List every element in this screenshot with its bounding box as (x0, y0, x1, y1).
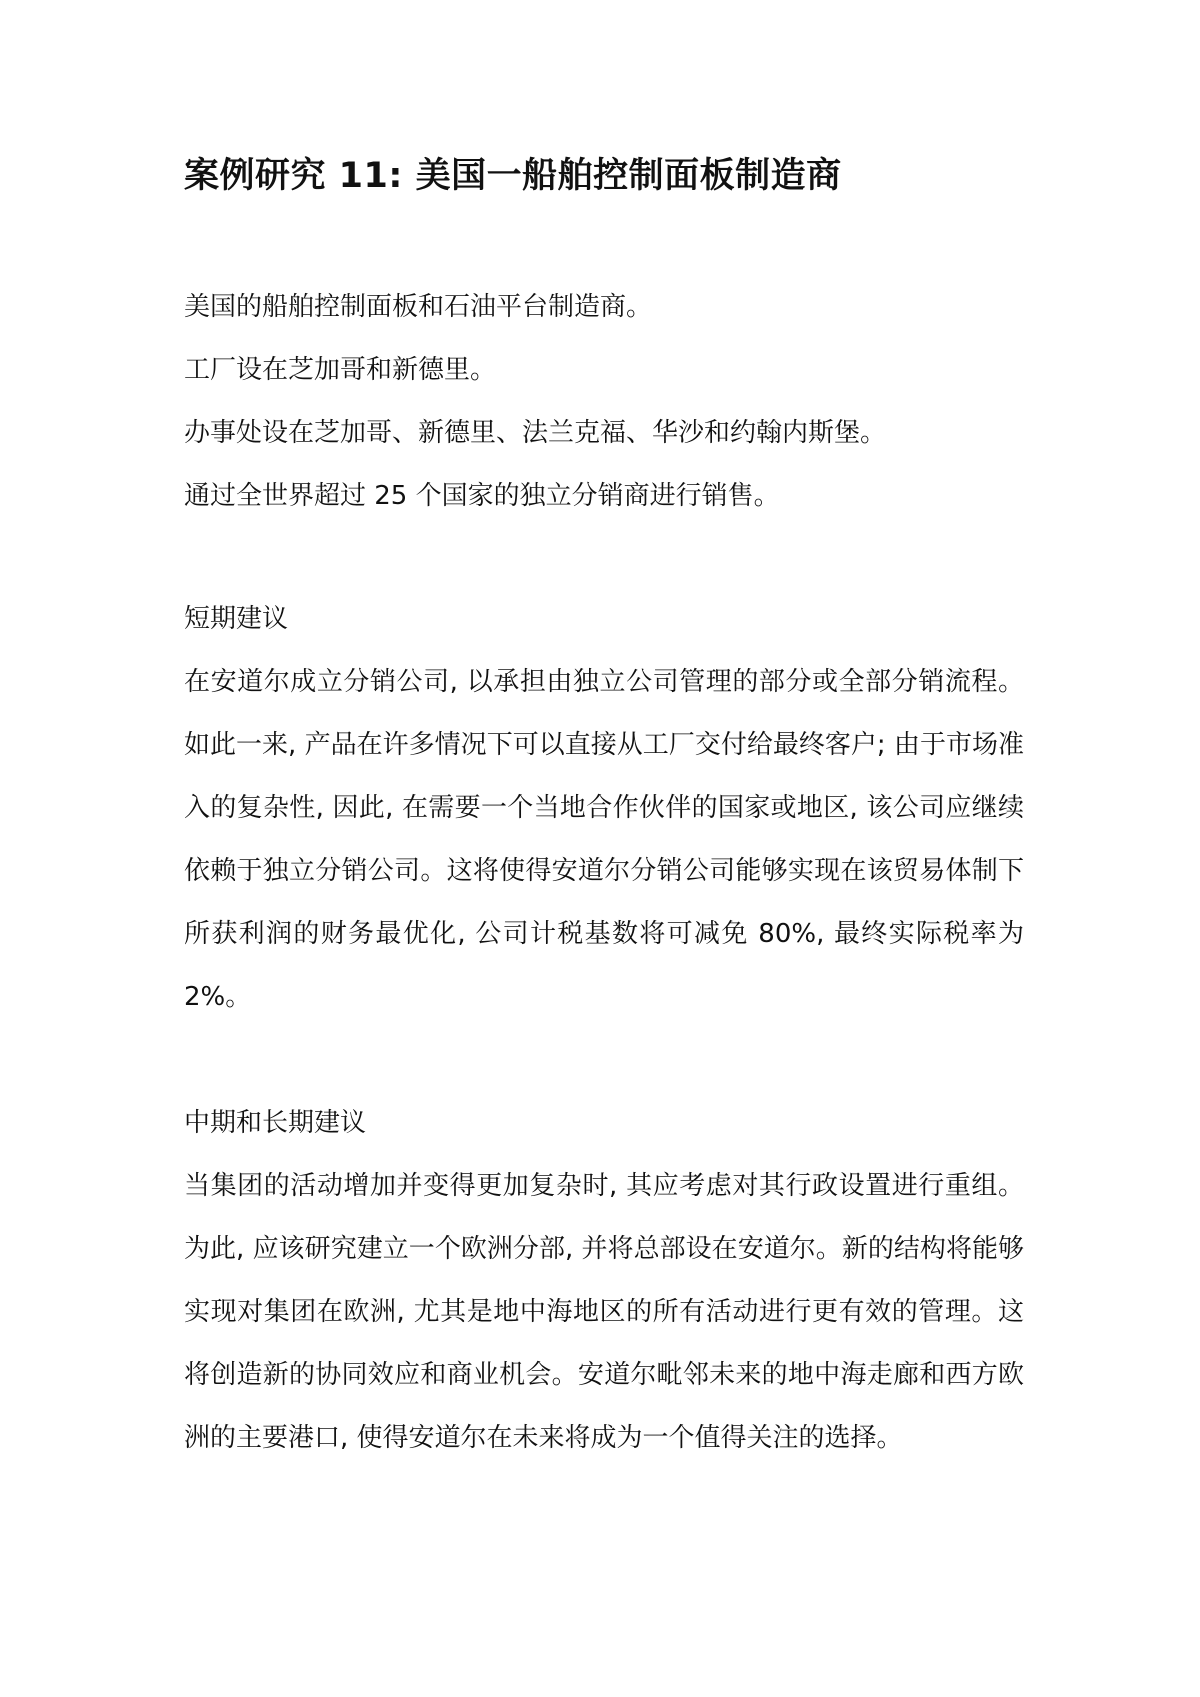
section-body: 在安道尔成立分销公司, 以承担由独立公司管理的部分或全部分销流程。如此一来, 产品在许多情况下可以直接从工厂交付给最终客户; 由于市场准入的复杂性, 因此, 在需要一个当地合作伙伴的国家或地区, 该公司应继续依赖于独立分销公司。这将使得安道尔分销公司能够实现在该贸易体制下所获利润的财务最优化, 公司计税基数将可减免 80%, 最终实际税率为 2%。 (184, 667, 1024, 1012)
intro-line: 美国的船舶控制面板和石油平台制造商。 (184, 292, 653, 322)
intro-line: 通过全世界超过 25 个国家的独立分销商进行销售。 (184, 481, 780, 511)
intro-line: 工厂设在芝加哥和新德里。 (184, 355, 497, 385)
section-body: 当集团的活动增加并变得更加复杂时, 其应考虑对其行政设置进行重组。为此, 应该研究建立一个欧洲分部, 并将总部设在安道尔。新的结构将能够实现对集团在欧洲, 尤其是地中海地区的所有活动进行更有效的管理。这将创造新的协同效应和商业机会。安道尔毗邻未来的地中海走廊和西方欧洲的主要港口, 使得安道尔在未来将成为一个值得关注的选择。 (184, 1171, 1024, 1453)
page-title: 案例研究 11: 美国一船舶控制面板制造商 (184, 156, 842, 196)
mid-long-term-section (184, 1092, 1024, 1470)
section-heading: 中期和长期建议 (184, 1108, 367, 1138)
short-term-section (184, 588, 1024, 1029)
intro-section (184, 276, 1024, 528)
section-heading: 短期建议 (184, 604, 289, 634)
intro-line: 办事处设在芝加哥、新德里、法兰克福、华沙和约翰内斯堡。 (184, 418, 887, 448)
